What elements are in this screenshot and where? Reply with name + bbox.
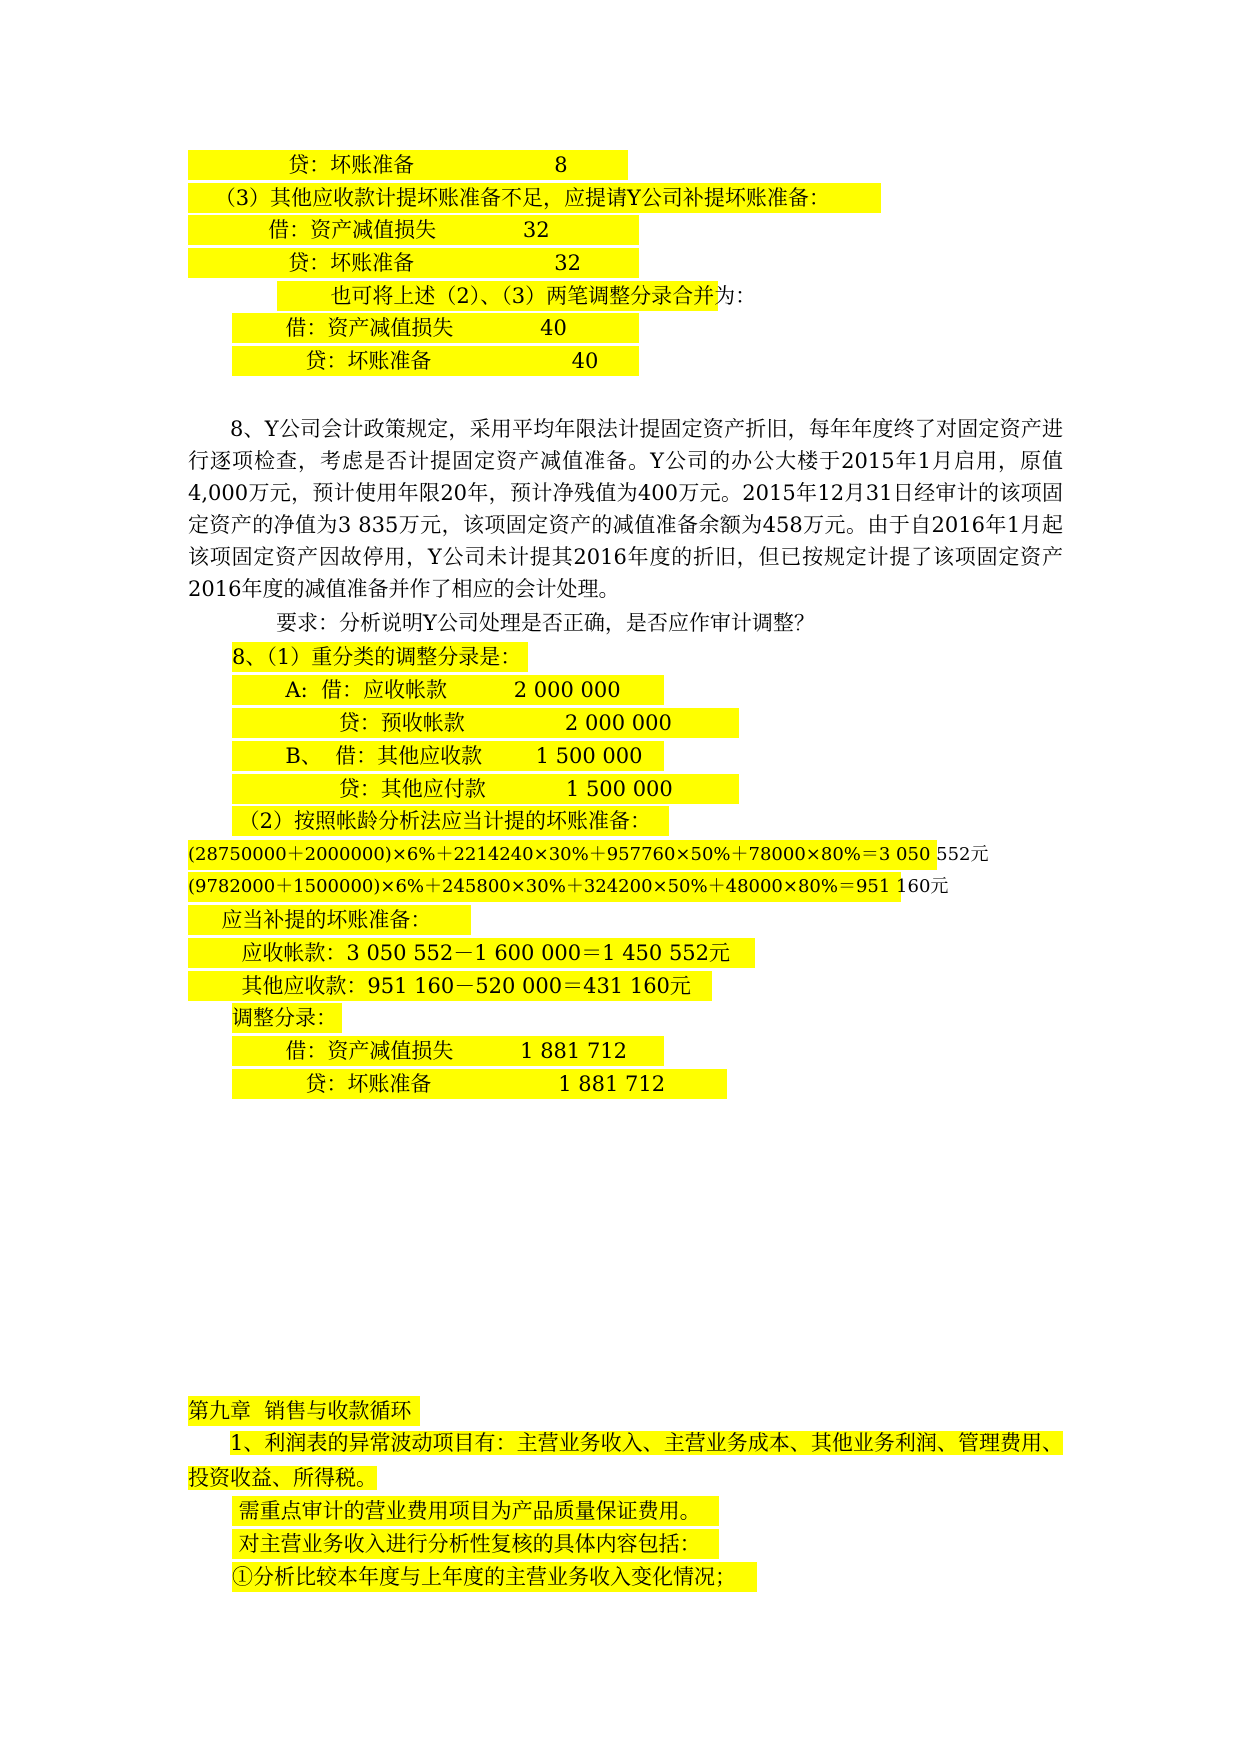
chapter-9-quality-cost: 需重点审计的营业费用项目为产品质量保证费用。 xyxy=(232,1496,719,1526)
entry-credit-bad-debt-32: 贷：坏账准备 32 xyxy=(188,248,639,278)
adjustment-debit-impairment: 借：资产减值损失 1 881 712 xyxy=(232,1036,664,1066)
entry-credit-bad-debt-40: 贷：坏账准备 40 xyxy=(232,346,639,376)
supplement-other-receivables: 其他应收款：951 160－520 000＝431 160元 xyxy=(188,971,712,1001)
chapter-9-paragraph-1 xyxy=(188,1426,1063,1496)
question-8-requirement: 要求：分析说明Y公司处理是否正确，是否应作审计调整？ xyxy=(276,611,815,635)
entry-debit-impairment-40: 借：资产减值损失 40 xyxy=(232,313,639,343)
entry-a-credit-advance: 贷：预收帐款 2 000 000 xyxy=(232,708,739,738)
entry-debit-impairment-32: 借：资产减值损失 32 xyxy=(188,215,639,245)
supplement-receivables: 应收帐款：3 050 552－1 600 000＝1 450 552元 xyxy=(188,938,755,968)
formula-receivables: (28750000＋2000000)×6%＋2214240×30%＋957760×50%＋78000×80%＝3 050 552元 xyxy=(188,840,937,870)
note-combine-entries: 也可将上述（2）、（3）两笔调整分录合并为： xyxy=(277,281,718,311)
chapter-9-analysis-heading: 对主营业务收入进行分析性复核的具体内容包括： xyxy=(232,1529,719,1559)
answer-8-part-2: （2）按照帐龄分析法应当计提的坏账准备： xyxy=(232,806,669,836)
entry-b-credit-other-payable: 贷：其他应付款 1 500 000 xyxy=(232,774,739,804)
supplement-heading: 应当补提的坏账准备： xyxy=(188,905,471,935)
question-8-paragraph: 8、Y公司会计政策规定，采用平均年限法计提固定资产折旧，每年年度终了对固定资产进行逐项检查，考虑是否计提固定资产减值准备。Y公司的办公大楼于2015年1月启用，原值4,000万元，预计使用年限20年，预计净残值为400万元。2015年12月31日经审计的该项固定资产的净值为3 835万元，该项固定资产的减值准备余额为458万元。由于自2016年1月起该项固定资产因故停用，Y公司未计提其2016年度的折旧，但已按规定计提了该项固定资产2016年度的减值准备并作了相应的会计处理。 xyxy=(188,417,1063,601)
formula-other-receivables: (9782000＋1500000)×6%＋245800×30%＋324200×50%＋48000×80%＝951 160元 xyxy=(188,872,901,902)
chapter-9-title: 第九章 销售与收款循环 xyxy=(188,1396,420,1426)
chapter-9-paragraph-1-text: 1、利润表的异常波动项目有：主营业务收入、主营业务成本、其他业务利润、管理费用、投资收益、所得税。 xyxy=(188,1431,1063,1490)
chapter-9-analysis-item-1: ①分析比较本年度与上年度的主营业务收入变化情况； xyxy=(232,1562,757,1592)
note-3-other-receivables: （3）其他应收款计提坏账准备不足，应提请Y公司补提坏账准备： xyxy=(188,183,881,213)
entry-b-debit-other-receivable: B、 借：其他应收款 1 500 000 xyxy=(232,741,664,771)
adjustment-credit-bad-debt: 贷：坏账准备 1 881 712 xyxy=(232,1069,727,1099)
answer-8-heading: 8、（1）重分类的调整分录是： xyxy=(232,642,528,672)
entry-a-debit-receivable: A: 借：应收帐款 2 000 000 xyxy=(232,675,664,705)
entry-credit-bad-debt-8: 贷：坏账准备 8 xyxy=(188,150,628,180)
adjustment-heading: 调整分录： xyxy=(232,1003,342,1033)
